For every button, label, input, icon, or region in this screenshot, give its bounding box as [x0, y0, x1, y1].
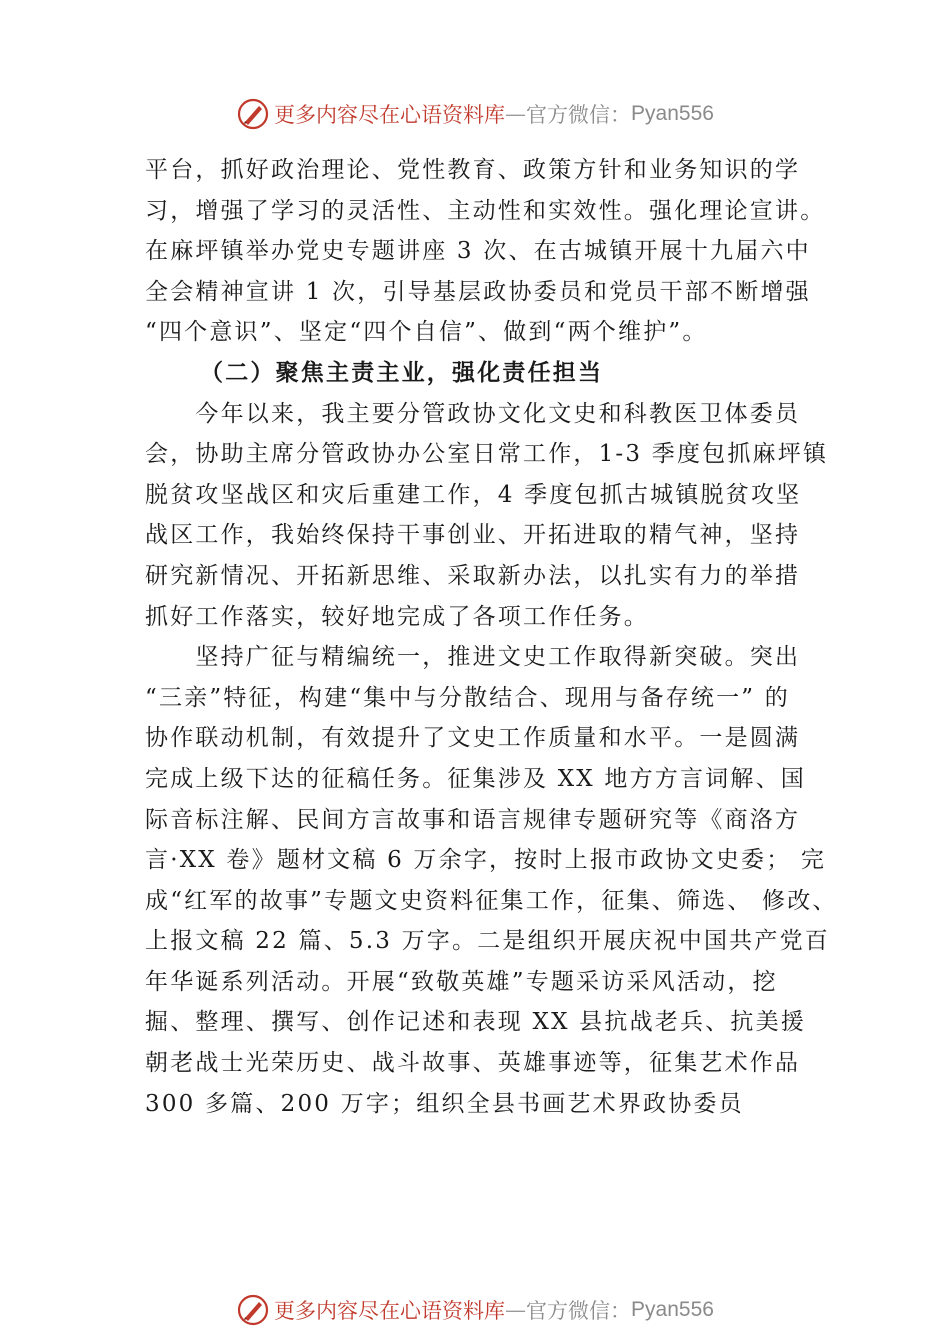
body-line: 完成上级下达的征稿任务。征集涉及 XX 地方方言词解、国	[145, 765, 806, 792]
body-line: “四个意识”、坚定“四个自信”、做到“两个维护”。	[145, 319, 708, 346]
body-line: 脱贫攻坚战区和灾后重建工作，4 季度包抓古城镇脱贫攻坚	[145, 481, 802, 508]
section-heading: （二）聚焦主责主业，强化责任担当	[200, 358, 604, 386]
body-line: 抓好工作落实，较好地完成了各项工作任务。	[145, 603, 649, 630]
header-banner	[0, 94, 950, 134]
body-line: 言·XX 卷》题材文稿 6 万余字，按时上报市政协文史委； 完	[145, 847, 827, 874]
banner-wechat-label: 官方微信：	[526, 103, 632, 127]
body-line: “三亲”特征，构建“集中与分散结合、现用与备存统一” 的	[145, 684, 790, 711]
body-line: 会，协助主席分管政协办公室日常工作，1-3 季度包抓麻坪镇	[145, 441, 829, 468]
body-line: 际音标注解、民间方言故事和语言规律专题研究等《商洛方	[145, 806, 801, 833]
banner-separator: —	[505, 1298, 527, 1322]
banner-wechat-id: Pyan556	[631, 102, 714, 125]
pen-logo-icon	[236, 1293, 270, 1327]
body-line: 战区工作，我始终保持干事创业、开拓进取的精气神，坚持	[145, 522, 801, 549]
body-line: 习，增强了学习的灵活性、主动性和实效性。强化理论宣讲。	[145, 197, 826, 224]
body-line: 研究新情况、开拓新思维、采取新办法，以扎实有力的举措	[145, 562, 801, 589]
footer-banner	[0, 1290, 950, 1330]
body-line: 在麻坪镇举办党史专题讲座 3 次、在古城镇开展十九届六中	[145, 238, 811, 265]
body-line: 平台，抓好政治理论、党性教育、政策方针和业务知识的学	[145, 157, 801, 183]
pen-logo-icon	[236, 97, 270, 131]
body-line: 掘、整理、撰写、创作记述和表现 XX 县抗战老兵、抗美援	[145, 1009, 806, 1036]
body-line: 年华诞系列活动。开展“致敬英雄”专题采访采风活动，挖	[145, 968, 778, 995]
body-line: 300 多篇、200 万字；组织全县书画艺术界政协委员	[145, 1090, 744, 1117]
banner-title: 更多内容尽在心语资料库	[274, 1299, 506, 1323]
document-body	[145, 150, 845, 1124]
body-line: 上报文稿 22 篇、5.3 万字。二是组织开展庆祝中国共产党百	[145, 928, 830, 955]
body-line: 朝老战士光荣历史、战斗故事、英雄事迹等，征集艺术作品	[145, 1050, 801, 1077]
body-line: 协作联动机制，有效提升了文史工作质量和水平。一是圆满	[145, 725, 801, 752]
body-line: 成“红军的故事”专题文史资料征集工作，征集、筛选、 修改、	[145, 887, 838, 914]
body-line: 全会精神宣讲 1 次，引导基层政协委员和党员干部不断增强	[145, 278, 811, 305]
body-line: 坚持广征与精编统一，推进文史工作取得新突破。突出	[145, 644, 801, 671]
banner-wechat-id: Pyan556	[631, 1298, 714, 1321]
body-line: 今年以来，我主要分管政协文化文史和科教医卫体委员	[145, 400, 801, 427]
banner-wechat-label: 官方微信：	[526, 1299, 632, 1323]
banner-title: 更多内容尽在心语资料库	[274, 103, 506, 127]
banner-separator: —	[505, 102, 527, 126]
